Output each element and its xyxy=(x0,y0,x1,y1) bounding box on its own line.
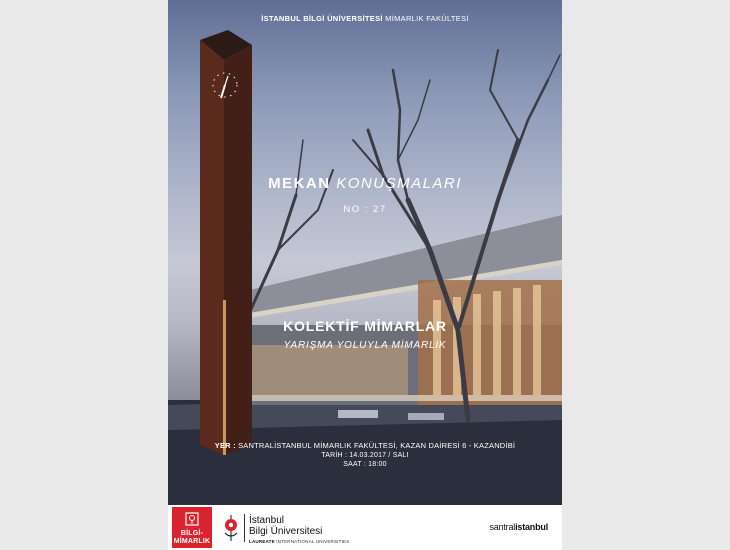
series-title-italic: KONUŞMALARI xyxy=(336,175,462,192)
event-time: SAAT : 18:00 xyxy=(343,461,387,468)
laureate-bold: LAUREATE xyxy=(249,539,275,544)
series-title-bold: MEKAN xyxy=(268,175,331,192)
university-name-line1: İstanbul xyxy=(249,515,285,526)
talk-title: YARIŞMA YOLUYLA MİMARLIK xyxy=(283,340,447,351)
laureate-rest: INTERNATIONAL UNIVERSITIES xyxy=(276,539,350,544)
santral-bold: istanbul xyxy=(515,522,548,532)
santralistanbul-logo xyxy=(489,522,548,532)
venue-text: SANTRALİSTANBUL MİMARLIK FAKÜLTESİ, KAZAN DAİRESİ 6 - KAZANDİBİ xyxy=(238,441,516,450)
faculty-name: MİMARLIK FAKÜLTESİ xyxy=(385,14,469,23)
series-title xyxy=(168,175,562,192)
bilgi-logo-line2: MİMARLIK xyxy=(173,538,211,545)
event-poster xyxy=(168,0,562,550)
laureate-tagline xyxy=(249,539,349,544)
bilgi-mimarlik-logo xyxy=(172,507,212,548)
santral-light: santral xyxy=(489,522,516,532)
university-name-line2: Bilgi Üniversitesi xyxy=(249,526,323,537)
speaker-name: KOLEKTİF MİMARLAR xyxy=(283,318,447,334)
event-date: TARİH : 14.03.2017 / SALI xyxy=(321,452,409,459)
university-name: İSTANBUL BİLGİ ÜNİVERSİTESİ xyxy=(261,14,383,23)
campus-photo xyxy=(168,0,562,505)
series-number: NO : 27 xyxy=(343,204,387,215)
bilgi-logo-icon xyxy=(185,512,199,526)
sponsor-footer xyxy=(168,505,562,550)
poster-header xyxy=(168,14,562,23)
clock-tower xyxy=(200,30,252,455)
footer-divider xyxy=(244,514,245,542)
venue-label: YER : xyxy=(214,441,236,450)
venue-line xyxy=(168,441,562,450)
bench xyxy=(408,413,444,420)
university-emblem-icon xyxy=(222,513,240,543)
bench xyxy=(338,410,378,418)
building xyxy=(208,215,562,405)
bilgi-logo-line1: BİLGİ- xyxy=(180,530,204,537)
